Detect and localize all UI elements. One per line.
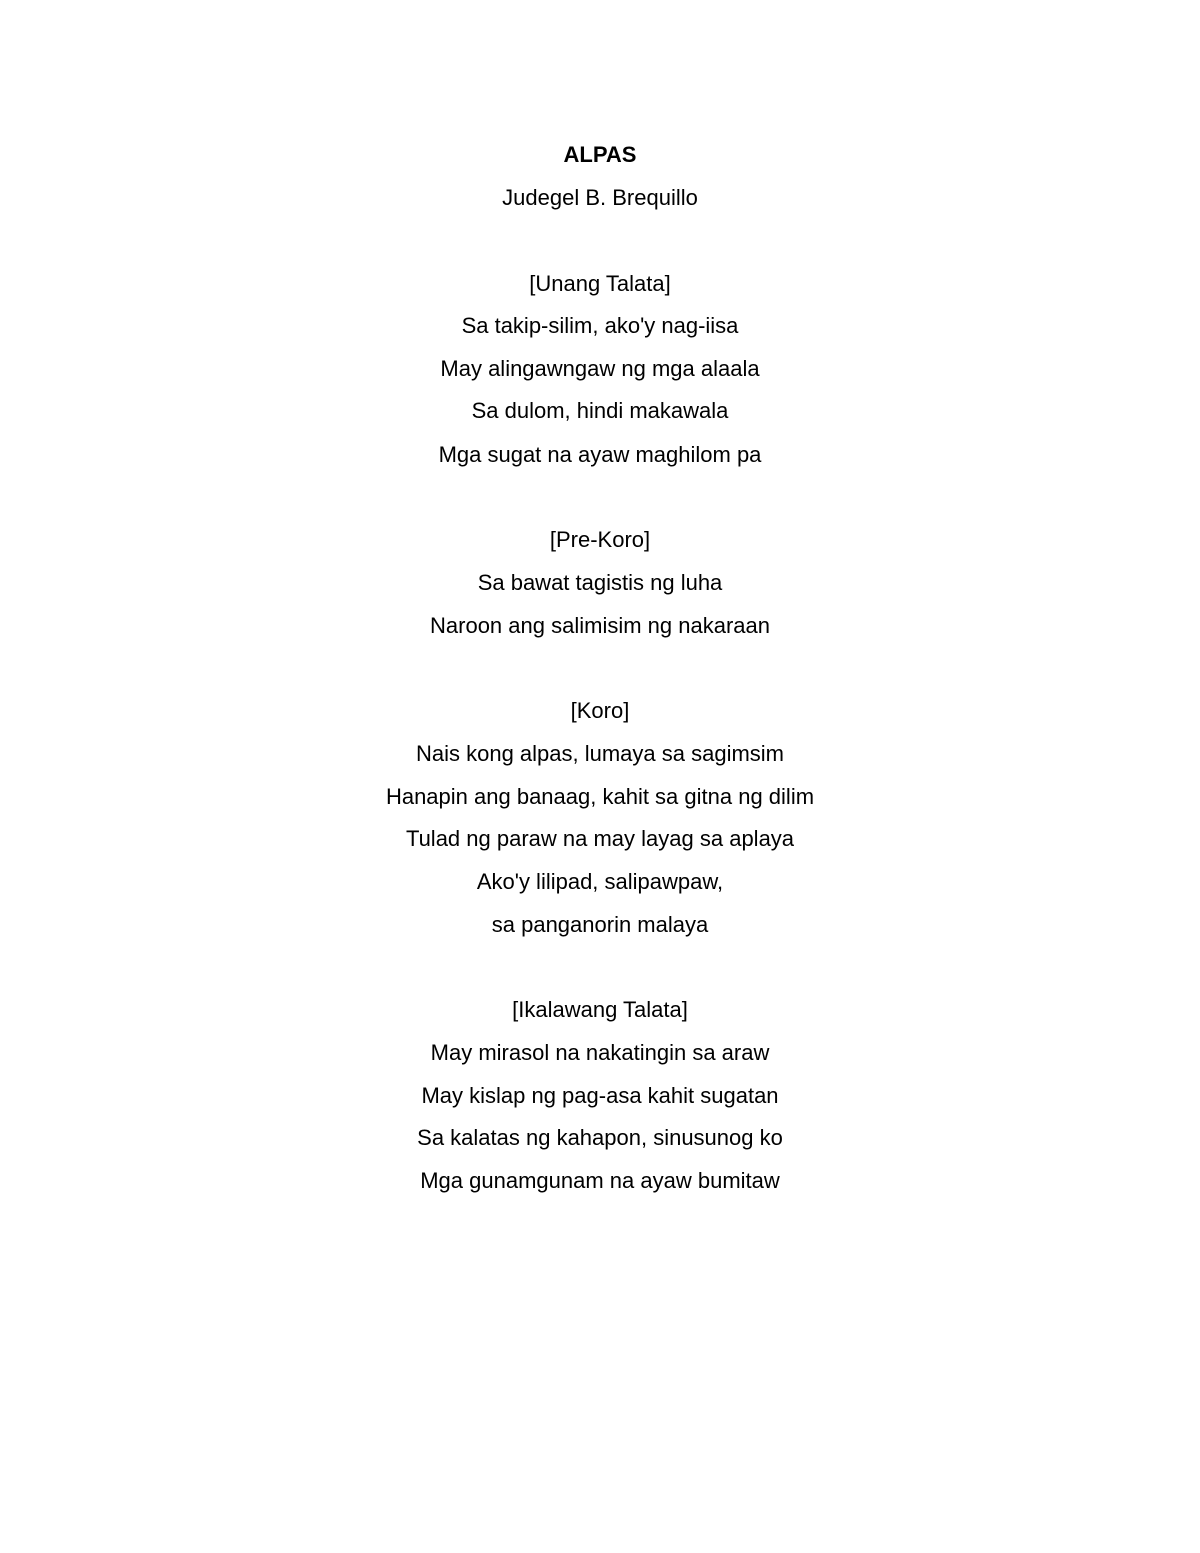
section-heading: [Unang Talata]: [529, 271, 671, 296]
section-heading: [Koro]: [570, 698, 630, 723]
lyric-line: Sa dulom, hindi makawala: [471, 398, 729, 423]
lyric-line: May alingawngaw ng mga alaala: [440, 356, 760, 381]
lyric-line: Sa kalatas ng kahapon, sinusunog ko: [417, 1125, 783, 1150]
song-title: ALPAS: [563, 142, 637, 167]
lyric-line: Tulad ng paraw na may layag sa aplaya: [405, 826, 795, 851]
lyric-line: Mga sugat na ayaw maghilom pa: [438, 442, 762, 467]
section-heading: [Pre-Koro]: [549, 527, 651, 552]
lyric-line: Sa takip-silim, ako'y nag-iisa: [461, 313, 739, 338]
section-heading: [Ikalawang Talata]: [512, 997, 688, 1022]
lyric-line: Naroon ang salimisim ng nakaraan: [430, 613, 770, 638]
lyric-line: sa panganorin malaya: [491, 912, 709, 937]
lyric-line: Hanapin ang banaag, kahit sa gitna ng dilim: [385, 784, 815, 809]
lyric-line: May mirasol na nakatingin sa araw: [430, 1040, 770, 1065]
lyric-line: Nais kong alpas, lumaya sa sagimsim: [415, 741, 785, 766]
lyric-line: Ako'y lilipad, salipawpaw,: [476, 869, 724, 894]
lyric-line: May kislap ng pag-asa kahit sugatan: [421, 1083, 779, 1108]
author-name: Judegel B. Brequillo: [502, 185, 698, 210]
lyric-line: Mga gunamgunam na ayaw bumitaw: [420, 1168, 780, 1193]
lyric-line: Sa bawat tagistis ng luha: [477, 570, 723, 595]
